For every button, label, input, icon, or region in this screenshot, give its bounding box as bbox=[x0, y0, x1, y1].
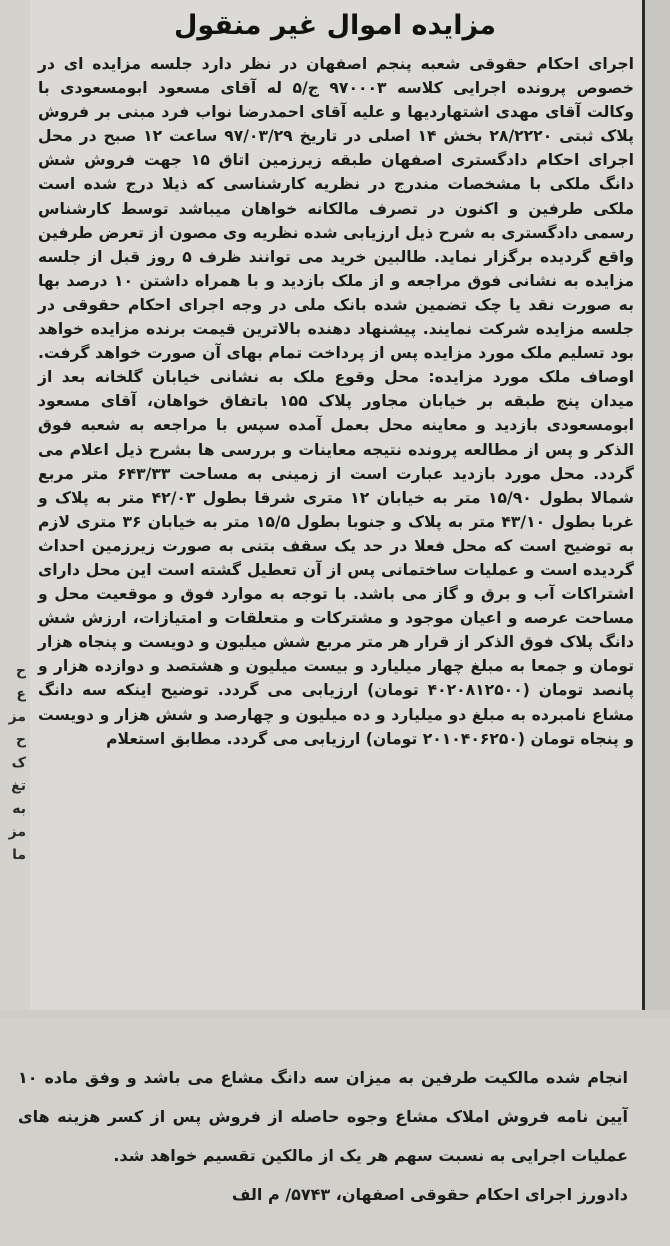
adjacent-fragment: ک bbox=[11, 755, 26, 771]
adjacent-fragment: تغ bbox=[11, 778, 26, 794]
adjacent-fragment: مز bbox=[8, 824, 26, 840]
signature-line: دادورز اجرای احکام حقوقی اصفهان، ۵۷۴۳/ م الف bbox=[231, 1185, 628, 1204]
adjacent-column-edge bbox=[0, 0, 30, 1010]
notice-body: اجرای احکام حقوقی شعبه پنجم اصفهان در نظر دارد جلسه مزایده ای در خصوص پرونده اجرایی کلاسه ۹۷۰۰۰۳ ج/۵ له آقای مسعود ابومسعودی با وکالت آقای مهدی اشتهاردیها و علیه آقای احمدرضا نواب فرد مبنی بر فروش پلاک ثبتی ۲۸/۲۲۲۰ بخش ۱۴ اصلی در تاریخ ۹۷/۰۳/۲۹ ساعت ۱۲ صبح در محل اجرای احکام دادگستری اصفهان طبقه زیرزمین اتاق ۱۵ جهت فروش شش دانگ ملکی با مشخصات مندرج در نظریه کارشناسی که ذیلا درج شده است ملکی طرفین و اکنون در تصرف مالکانه خواهان میباشد توسط کارشناس رسمی دادگستری به شرح ذیل ارزیابی شده نظریه وی مصون از تعرض طرفین واقع گردیده برگزار نماید. طالبین خرید می توانند ظرف ۵ روز قبل از جلسه مزایده به نشانی فوق مراجعه و از ملک بازدید و با همراه داشتن ۱۰ درصد بها به صورت نقد یا چک تضمین شده بانک ملی در وجه اجرای احکام حقوقی در جلسه مزایده شرکت نمایند. پیشنهاد دهنده بالاترین قیمت برنده مزایده خواهد بود تسلیم ملک مورد مزایده پس از پرداخت تمام بهای آن صورت خواهد گرفت. اوصاف ملک مورد مزایده: محل وقوع ملک به نشانی خیابان گلخانه بعد از میدان پنج طبقه بر خیابان مجاور پلاک ۱۵۵ باتفاق خواهان، آقای مسعود ابومسعودی بازدید و معاینه محل بعمل آمده سپس با مراجعه به شعبه فوق الذکر و پس از مطالعه پرونده نتیجه معاینات و بررسی ها بشرح ذیل اعلام می گردد. محل مورد بازدید عبارت است از زمینی به مساحت ۶۴۳/۳۳ متر مربع شمالا بطول ۱۵/۹۰ متر به خیابان ۱۲ متری شرقا بطول ۴۲/۰۳ متر به پلاک و غربا بطول ۴۳/۱۰ متر به پلاک و جنوبا بطول ۱۵/۵ متر به خیابان ۳۶ متری لازم به توضیح است که محل فعلا در حد یک سقف بتنی به صورت زیرزمین احداث گردیده است و عملیات ساختمانی پس از آن تعطیل گشته است این محل دارای اشتراکات آب و برق و گاز می باشد. با توجه به موارد فوق و موقعیت محل و مساحت عرصه و اعیان موجود و مشترکات و متعلقات و امتیازات، ارزش شش دانگ پلاک فوق الذکر از قرار هر متر مربع شش میلیون و دویست و پنجاه هزار تومان و جمعا به مبلغ چهار میلیارد و بیست میلیون و هشتصد و دوازده هزار و پانصد تومان (۴۰۲۰۸۱۲۵۰۰ تومان) ارزیابی می گردد. توضیح اینکه سه دانگ مشاع نامبرده به مبلغ دو میلیارد و ده میلیون و چهارصد و شش هزار و دویست و پنجاه تومان (۲۰۱۰۴۰۶۲۵۰ تومان) ارزیابی می گردد. مطابق استعلام bbox=[38, 55, 635, 748]
adjacent-fragment: به bbox=[12, 801, 26, 817]
adjacent-fragment: ح bbox=[15, 663, 26, 679]
page-margin bbox=[645, 0, 670, 1010]
notice-title: مزایده اموال غیر منقول bbox=[173, 10, 496, 41]
adjacent-fragment: مز bbox=[8, 709, 26, 725]
continuation-text-block bbox=[18, 1058, 628, 1214]
adjacent-fragment: ع bbox=[16, 686, 26, 702]
notice-continuation-clipping bbox=[0, 1018, 670, 1246]
continuation-paragraph: انجام شده مالکیت طرفین به میزان سه دانگ مشاع می باشد و وفق ماده ۱۰ آیین نامه فروش املاک مشاع وجوه حاصله از فروش پس از کسر هزینه های عملیات اجرایی به نسبت سهم هر یک از مالکین تقسیم خواهد شد. bbox=[18, 1068, 628, 1165]
adjacent-fragment: ما bbox=[12, 847, 26, 863]
adjacent-column-text bbox=[2, 660, 26, 867]
adjacent-fragment: ح bbox=[15, 732, 26, 748]
